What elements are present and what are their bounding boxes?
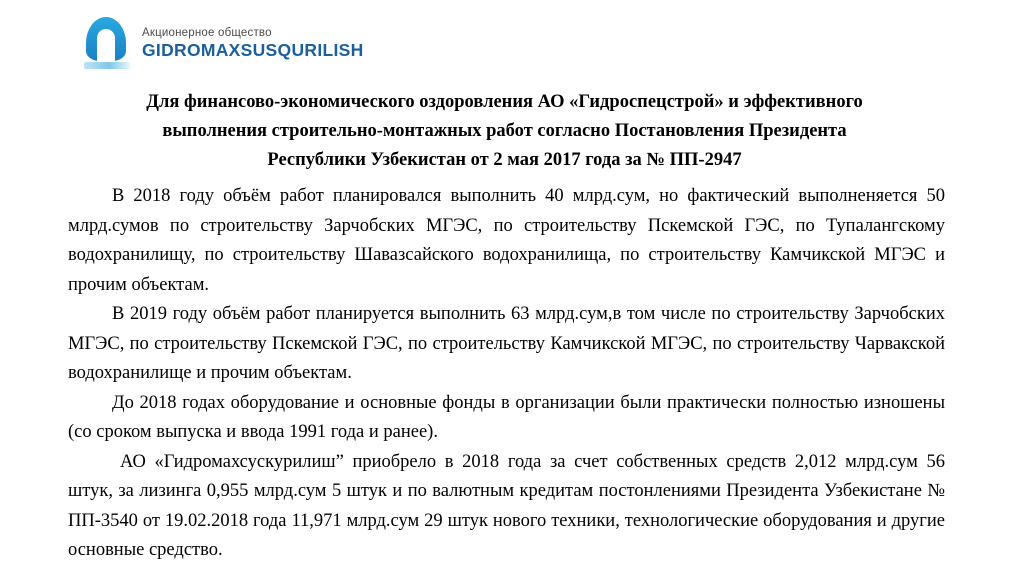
company-logo: [84, 16, 364, 70]
logo-base-bar: [84, 62, 130, 69]
paragraph: В 2019 году объём работ планируется выполнить 63 млрд.сум,в том числе по строительству Зарчобских МГЭС, по строительству Пскемской ГЭС, по строительству Камчикской МГЭС, по строительству Чарвакской водохранилище и прочим объектам.: [68, 304, 945, 383]
paragraph: До 2018 годах оборудование и основные фонды в организации были практически полностью изношены (со сроком выпуска и ввода 1991 года и ранее).: [68, 392, 945, 442]
page-title: Для финансово-экономического оздоровления АО «Гидроспецстрой» и эффективного выполнения строительно-монтажных работ согласно Постановления Президента Республики Узбекистан от 2 мая 2017 года за № ПП-2947: [146, 92, 863, 170]
water-drop-shape: [86, 17, 126, 61]
paragraph: АО «Гидромахсускурилиш” приобрело в 2018 года за счет собственных средств 2,012 млрд.сум 56 штук, за лизинга 0,955 млрд.сум 5 штук и по валютным кредитам постонлениями Президента Узбекистане № ПП-3540 от 19.02.2018 года 11,971 млрд.сум 29 штук нового техники, технологические оборудования и другие основные средство.: [68, 451, 945, 560]
paragraph: В 2018 году объём работ планировался выполнить 40 млрд.сум, но фактический выполненяется 50 млрд.сумов по строительству Зарчобских МГЭС, по строительству Пскемской ГЭС, по Тупалангскому водохранилищу, по строительству Шавазсайского водохранилища, по строительству Камчикской МГЭС и прочим объектам.: [68, 186, 945, 295]
water-drop-logo-icon: [84, 17, 130, 69]
document-body: [68, 182, 945, 566]
logo-text-block: [142, 26, 364, 60]
logo-line-2: GIDROMAXSUSQURILISH: [142, 40, 364, 60]
logo-line-1: Акционерное общество: [142, 27, 272, 39]
